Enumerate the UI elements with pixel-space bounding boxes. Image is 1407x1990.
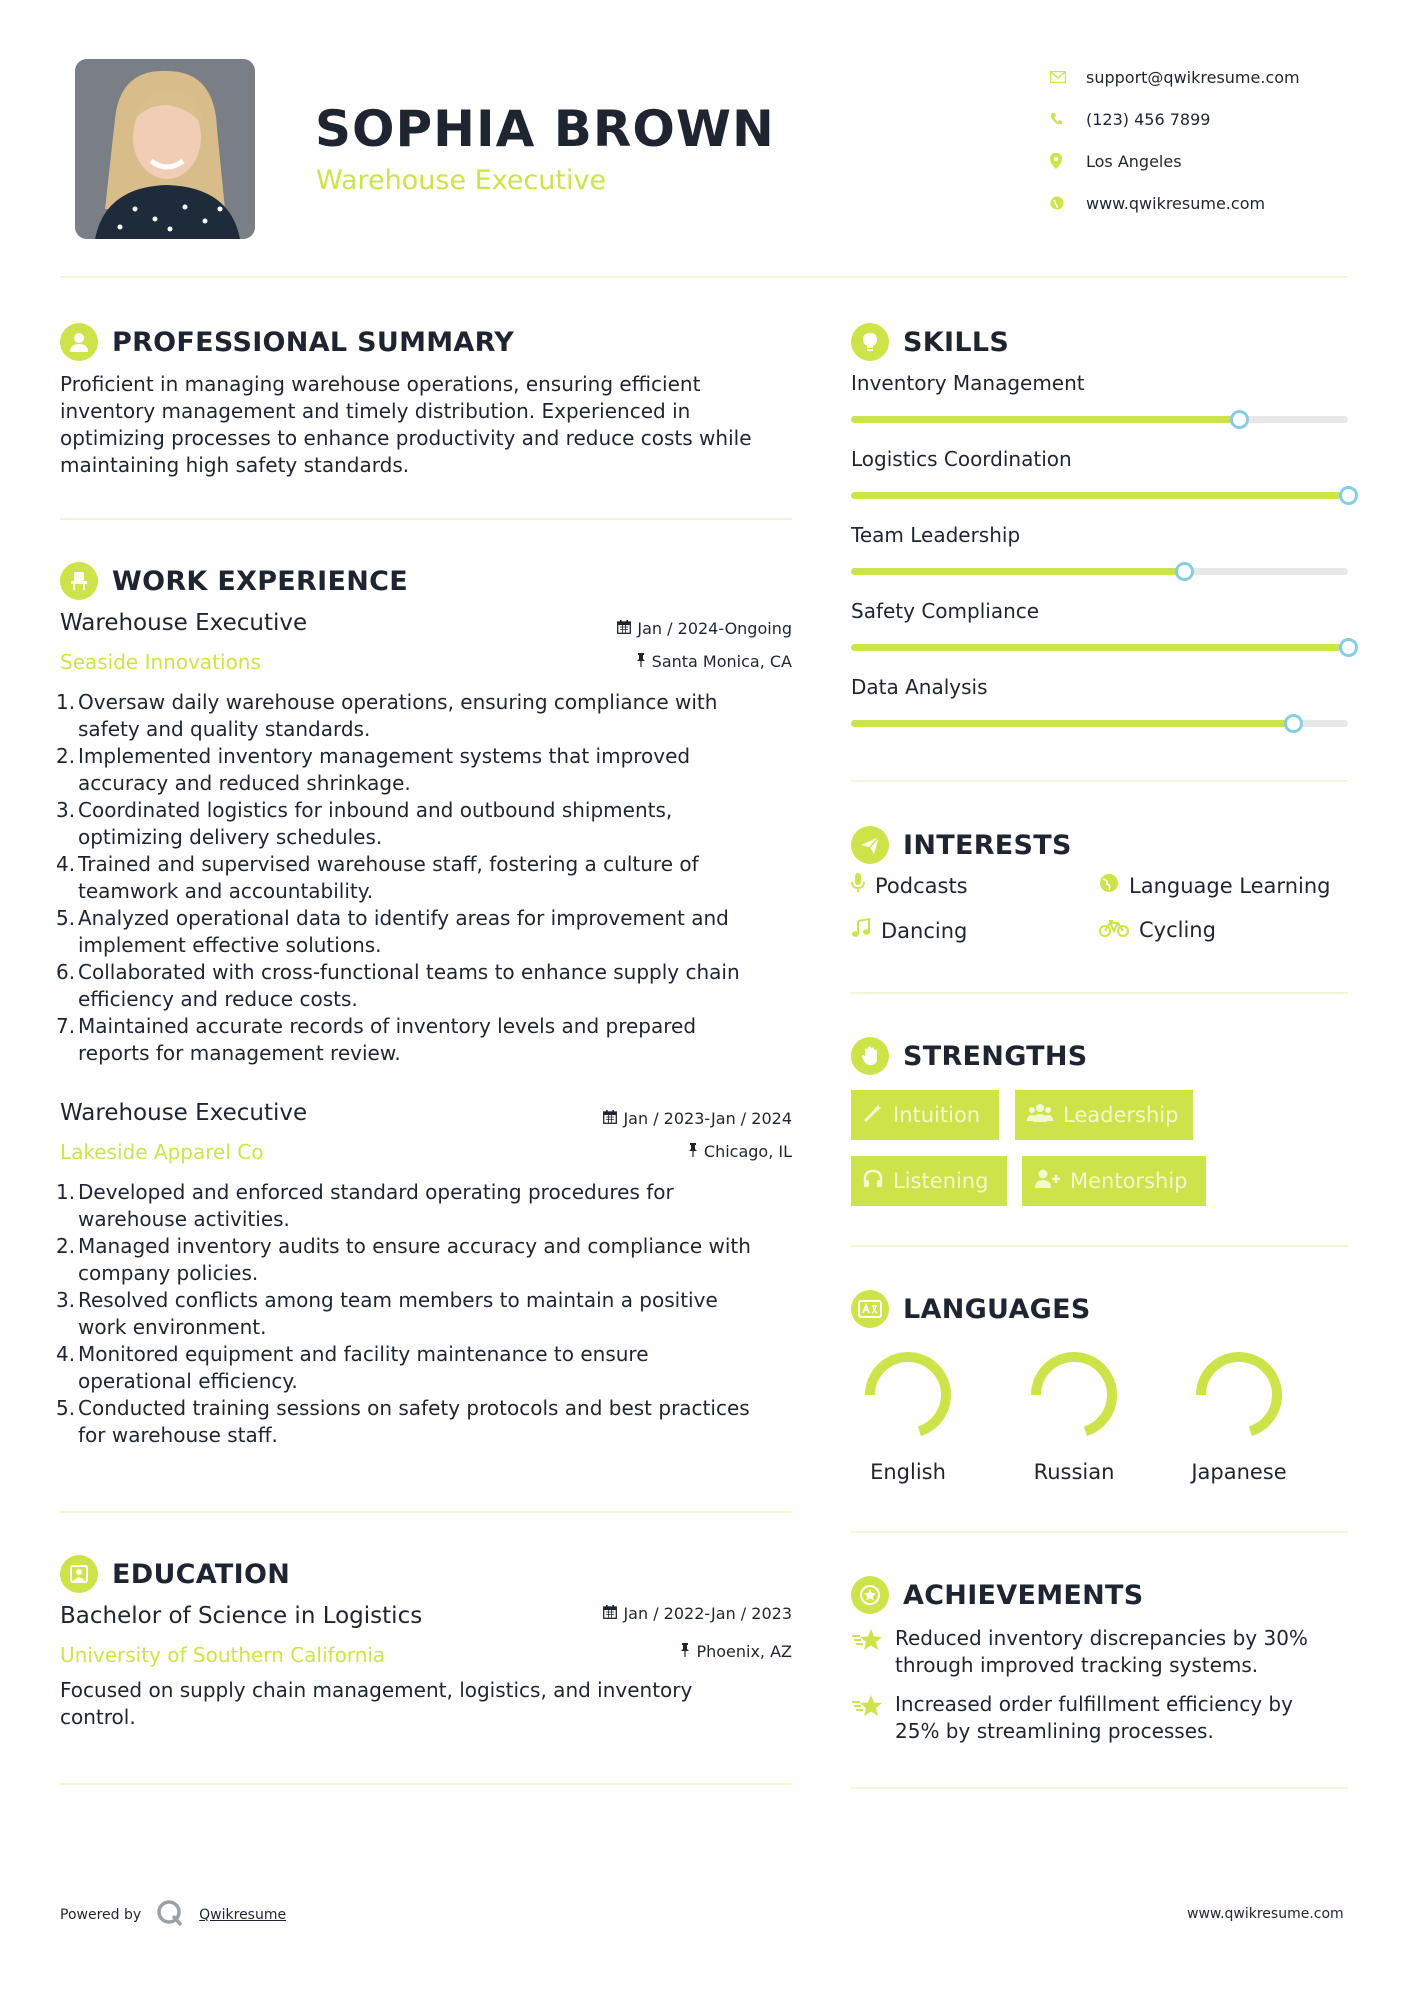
globe-icon	[1099, 873, 1119, 898]
qwikresume-logo-icon	[155, 1898, 185, 1932]
magic-wand-icon	[863, 1103, 883, 1128]
achievement-line: through improved tracking systems.	[895, 1653, 1259, 1677]
interests-divider	[851, 992, 1348, 994]
education-line: Focused on supply chain management, logistics, and inventory	[60, 1678, 693, 1702]
summary-title: PROFESSIONAL SUMMARY	[112, 326, 515, 358]
bicycle-icon	[1099, 918, 1129, 942]
languages-heading	[851, 1290, 1091, 1328]
language-name: English	[870, 1460, 946, 1484]
header-divider	[60, 276, 1348, 278]
candidate-title: Warehouse Executive	[316, 165, 607, 196]
calendar-icon	[617, 619, 631, 638]
powered-by-text: Powered by	[60, 1907, 142, 1923]
languages-divider	[851, 1531, 1348, 1533]
language-ring	[1189, 1345, 1289, 1445]
skill-bar-fill	[851, 492, 1348, 499]
experience-title: WORK EXPERIENCE	[112, 565, 408, 597]
job-location-text: Chicago, IL	[703, 1142, 792, 1161]
skill-level-knob	[1175, 562, 1194, 581]
job-duty: 1. Developed and enforced standard operating procedures for warehouse activities.	[56, 1180, 674, 1231]
summary-line: Proficient in managing warehouse operations, ensuring efficient	[60, 372, 701, 396]
strength-label: Mentorship	[1070, 1169, 1188, 1193]
strength-chip	[851, 1090, 999, 1140]
skill-level-knob	[1339, 638, 1358, 657]
contact-email-text: support@qwikresume.com	[1086, 67, 1300, 87]
globe-icon	[1050, 196, 1086, 210]
contact-website-text: www.qwikresume.com	[1086, 193, 1266, 213]
job-duty: 7. Maintained accurate records of inventory levels and prepared reports for management review.	[56, 1014, 697, 1065]
star-icon	[851, 1628, 883, 1679]
summary-line: maintaining high safety standards.	[60, 453, 410, 477]
job-duty: 4. Monitored equipment and facility maintenance to ensure operational efficiency.	[56, 1342, 649, 1393]
job-duty: 4. Trained and supervised warehouse staff, fostering a culture of teamwork and accountability.	[56, 852, 699, 903]
degree-title: Bachelor of Science in Logistics	[60, 1603, 423, 1629]
user-icon	[60, 323, 98, 361]
contact-phone-text: (123) 456 7899	[1086, 109, 1211, 129]
graduate-icon	[60, 1555, 98, 1593]
pushpin-icon	[688, 1142, 698, 1161]
job-date-text: Jan / 2024-Ongoing	[637, 619, 792, 638]
group-icon	[1027, 1103, 1053, 1128]
contact-email[interactable]	[1050, 56, 1300, 98]
interests-heading	[851, 826, 1072, 864]
lightbulb-icon	[851, 323, 889, 361]
summary-text	[60, 371, 800, 479]
language-ring	[1024, 1345, 1124, 1445]
skill-bar-fill	[851, 416, 1239, 423]
achievement-item	[851, 1625, 1351, 1679]
skill-name: Inventory Management	[851, 371, 1085, 395]
strength-chip	[851, 1156, 1007, 1206]
achievements-divider	[851, 1787, 1348, 1789]
skill-name: Logistics Coordination	[851, 447, 1072, 471]
interest-item	[851, 873, 968, 898]
job-title: Warehouse Executive	[60, 1100, 308, 1126]
education-location	[520, 1642, 792, 1661]
phone-icon	[1050, 112, 1086, 126]
strength-label: Listening	[893, 1169, 989, 1193]
achievements-heading	[851, 1576, 1144, 1614]
skill-level-knob	[1339, 486, 1358, 505]
strengths-heading	[851, 1037, 1088, 1075]
contact-location-text: Los Angeles	[1086, 151, 1182, 171]
skill-name: Data Analysis	[851, 675, 988, 699]
contact-phone[interactable]	[1050, 98, 1300, 140]
interest-label: Cycling	[1139, 918, 1216, 942]
footer-powered-by	[60, 1898, 286, 1932]
hand-icon	[851, 1037, 889, 1075]
contact-website[interactable]	[1050, 182, 1300, 224]
skill-bar-track	[851, 644, 1348, 651]
strength-label: Intuition	[893, 1103, 981, 1127]
job-duties-list	[56, 1179, 800, 1449]
languages-title: LANGUAGES	[903, 1293, 1091, 1325]
job-location	[520, 652, 792, 671]
job-location-text: Santa Monica, CA	[651, 652, 792, 671]
job-location	[520, 1142, 792, 1161]
job-duty: 3. Resolved conflicts among team members to maintain a positive work environment.	[56, 1288, 718, 1339]
pushpin-icon	[680, 1642, 690, 1661]
achievement-item	[851, 1691, 1351, 1745]
job-duty: 3. Coordinated logistics for inbound and outbound shipments, optimizing delivery schedules.	[56, 798, 673, 849]
skill-level-knob	[1284, 714, 1303, 733]
skill-bar-fill	[851, 568, 1184, 575]
skill-bar-track	[851, 720, 1348, 727]
language-level-arc	[870, 1357, 946, 1433]
school-name: University of Southern California	[60, 1643, 386, 1667]
achievement-line: Reduced inventory discrepancies by 30%	[895, 1626, 1308, 1650]
envelope-icon	[1050, 71, 1086, 83]
strength-chip	[1015, 1090, 1193, 1140]
education-line: control.	[60, 1705, 136, 1729]
footer-url[interactable]: www.qwikresume.com	[1187, 1906, 1344, 1922]
contact-list	[1050, 56, 1300, 224]
strength-chip	[1022, 1156, 1206, 1206]
summary-line: inventory management and timely distribution. Experienced in	[60, 399, 691, 423]
achievement-line: 25% by streamlining processes.	[895, 1719, 1214, 1743]
language-level-arc	[1201, 1357, 1277, 1433]
star-icon	[851, 1694, 883, 1745]
job-duty: 5. Analyzed operational data to identify areas for improvement and implement effective solutions.	[56, 906, 729, 957]
job-date	[520, 1109, 792, 1128]
interest-item	[851, 918, 967, 943]
job-duty: 2. Implemented inventory management systems that improved accuracy and reduced shrinkage.	[56, 744, 691, 795]
interests-title: INTERESTS	[903, 829, 1072, 861]
language-level-arc	[1036, 1357, 1112, 1433]
job-date	[520, 619, 792, 638]
interest-label: Dancing	[881, 918, 968, 943]
skill-name: Team Leadership	[851, 523, 1021, 547]
music-note-icon	[851, 918, 871, 943]
job-duties-list	[56, 689, 800, 1067]
qwikresume-link[interactable]: Qwikresume	[199, 1907, 287, 1923]
skill-name: Safety Compliance	[851, 599, 1040, 623]
experience-heading	[60, 562, 408, 600]
education-title: EDUCATION	[112, 1558, 291, 1590]
skill-bar-fill	[851, 644, 1348, 651]
job-date-text: Jan / 2023-Jan / 2024	[623, 1109, 792, 1128]
pushpin-icon	[636, 652, 646, 671]
job-duty: 2. Managed inventory audits to ensure accuracy and compliance with company policies.	[56, 1234, 751, 1285]
summary-divider	[60, 518, 792, 520]
interest-label: Podcasts	[875, 873, 968, 898]
candidate-name: SOPHIA BROWN	[315, 100, 775, 158]
calendar-icon	[603, 1604, 617, 1623]
experience-divider	[60, 1511, 792, 1513]
language-name: Japanese	[1191, 1460, 1287, 1484]
chair-icon	[60, 562, 98, 600]
education-heading	[60, 1555, 290, 1593]
strength-label: Leadership	[1063, 1103, 1179, 1127]
job-company: Seaside Innovations	[60, 650, 261, 674]
microphone-icon	[851, 873, 865, 898]
language-name: Russian	[1033, 1460, 1115, 1484]
job-company: Lakeside Apparel Co	[60, 1140, 264, 1164]
interest-label: Language Learning	[1129, 873, 1331, 898]
achievement-line: Increased order fulfillment efficiency by	[895, 1692, 1293, 1716]
skill-level-knob	[1230, 410, 1249, 429]
add-user-icon	[1034, 1169, 1060, 1194]
summary-heading	[60, 323, 514, 361]
map-pin-icon	[1050, 153, 1086, 169]
education-description	[60, 1677, 800, 1731]
achievements-title: ACHIEVEMENTS	[903, 1579, 1144, 1611]
education-date	[520, 1604, 792, 1623]
skills-divider	[851, 780, 1348, 782]
star-badge-icon	[851, 1576, 889, 1614]
skill-bar-fill	[851, 720, 1293, 727]
education-date-text: Jan / 2022-Jan / 2023	[623, 1604, 792, 1623]
calendar-icon	[603, 1109, 617, 1128]
job-title: Warehouse Executive	[60, 610, 308, 636]
job-duty: 5. Conducted training sessions on safety protocols and best practices for warehouse staff.	[56, 1396, 750, 1447]
education-location-text: Phoenix, AZ	[696, 1642, 792, 1661]
paper-plane-icon	[851, 826, 889, 864]
education-divider	[60, 1783, 792, 1785]
skills-heading	[851, 323, 1009, 361]
job-duty: 1. Oversaw daily warehouse operations, ensuring compliance with safety and quality standards.	[56, 690, 718, 741]
profile-photo	[75, 59, 255, 239]
job-duty: 6. Collaborated with cross-functional teams to enhance supply chain efficiency and reduce costs.	[56, 960, 740, 1011]
skill-bar-track	[851, 416, 1348, 423]
skill-bar-track	[851, 568, 1348, 575]
strengths-title: STRENGTHS	[903, 1040, 1088, 1072]
contact-location	[1050, 140, 1300, 182]
strengths-divider	[851, 1245, 1348, 1247]
headphones-icon	[863, 1169, 883, 1194]
interest-item	[1099, 918, 1216, 942]
language-ring	[858, 1345, 958, 1445]
translate-icon	[851, 1290, 889, 1328]
interest-item	[1099, 873, 1330, 898]
summary-line: optimizing processes to enhance productivity and reduce costs while	[60, 426, 752, 450]
skills-title: SKILLS	[903, 326, 1010, 358]
skill-bar-track	[851, 492, 1348, 499]
